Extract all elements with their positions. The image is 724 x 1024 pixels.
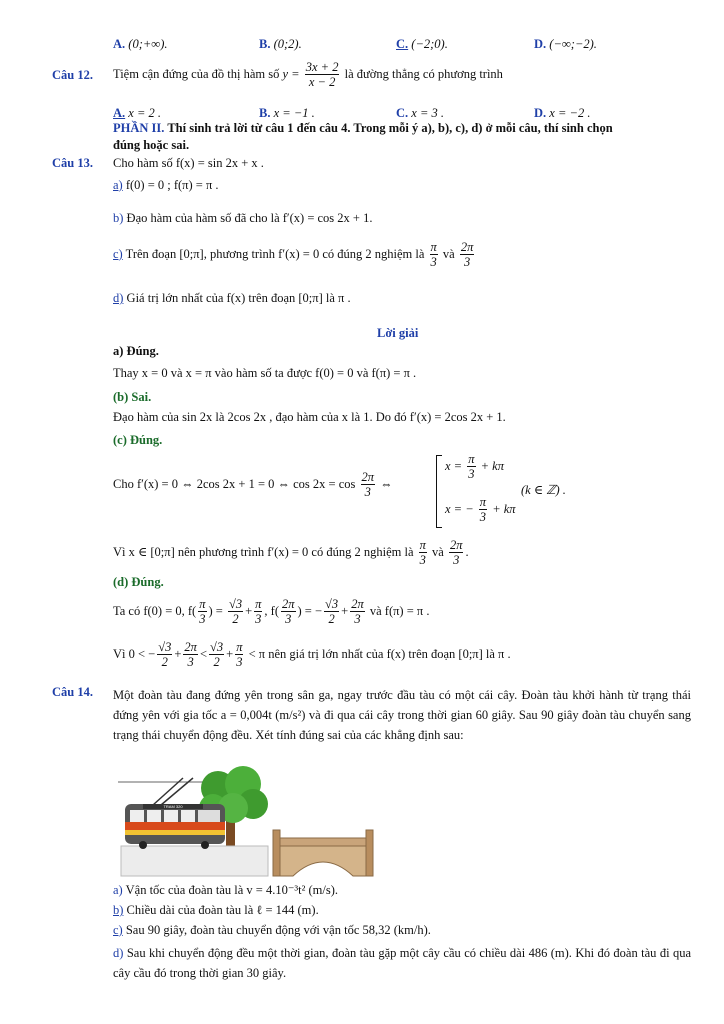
case-bracket-bottom (436, 527, 442, 528)
tram-wheel (201, 841, 209, 849)
q14-paragraph: Một đoàn tàu đang đứng yên trong sân ga, ngay trước đầu tàu có một cái cây. Đoàn tàu khởi hành từ trạng thái đứng yên với gia tốc a = 0,004t (m/s²) và đi qua cái cây trong thời gian 60 giây. Sau 90 giây đoàn tàu chuyển sang trạng thái chuyển động đều. Xét tính đúng sai của các khẳng định sau: (113, 688, 691, 742)
sol-b-head: (b) Sai. (113, 390, 152, 404)
tram-sign: TRAM 320 (163, 804, 183, 809)
tree-trunk (226, 820, 235, 846)
sol-b-text: Đạo hàm của sin 2x là 2cos 2x , đạo hàm của x là 1. Do đó f′(x) = 2cos 2x + 1. (113, 410, 506, 424)
solution-title: Lời giải (377, 326, 419, 340)
q11-option-b: B. (0;2). (259, 37, 302, 51)
q12-option-b: B. x = −1 . (259, 106, 315, 120)
bridge-arch (280, 846, 366, 876)
bridge-deck (273, 838, 373, 846)
tram-stripe-yellow (125, 830, 225, 835)
q13-intro: Cho hàm số f(x) = sin 2x + x . (113, 156, 264, 170)
q14-b: b) Chiều dài của đoàn tàu là ℓ = 144 (m). (113, 903, 319, 917)
tram-window (198, 810, 220, 822)
q12-stem: Tiệm cận đứng của đồ thị hàm số y = $\frac{3x + 2}{x - 2}$ là đường thẳng có phương trình (113, 60, 503, 90)
q14-c: c) Sau 90 giây, đoàn tàu chuyển động với vận tốc 58,32 (km/h). (113, 923, 431, 937)
case-bracket (436, 455, 439, 527)
platform (121, 846, 268, 876)
q12-option-a: A. x = 2 . (113, 106, 162, 120)
q11-option-d: D. (−∞;−2). (534, 37, 597, 51)
sol-c-conclusion: Vì x ∈ [0;π] nên phương trình f′(x) = 0 có đúng 2 nghiệm là $\frac{\pi}{3}$ và $\frac{2\pi}{3}$ . (113, 538, 469, 568)
q13-c: c) Trên đoạn [0;π], phương trình f′(x) = 0 có đúng 2 nghiệm là $\frac{\pi}{3}$ và $\frac{2\pi}{3}$ (113, 240, 474, 270)
tram-wheel (139, 841, 147, 849)
part2-heading: PHẦN II. Thí sinh trả lời từ câu 1 đến câu 4. Trong mỗi ý a), b), c), d) ở mỗi câu, thí sinh chọn (113, 121, 613, 135)
q12-option-c: C. x = 3 . (396, 106, 445, 120)
sol-a-text: Thay x = 0 và x = π vào hàm số ta được f(0) = 0 và f(π) = π . (113, 366, 417, 380)
q14-d: d) Sau khi chuyển động đều một thời gian, đoàn tàu gặp một cây cầu có chiều dài 486 (m). Khi đó đoàn tàu đi qua cây cầu đó trong thời gian 30 giây. (113, 946, 692, 980)
tram-window (181, 810, 195, 822)
tram-window (130, 810, 144, 822)
sol-c-equation: Cho f′(x) = 0 ⇔ 2cos 2x + 1 = 0 ⇔ cos 2x = cos $\frac{2\pi}{3}$ ⇔ (113, 470, 393, 500)
tram-tree-bridge-illustration (113, 760, 383, 880)
sol-d-values: Ta có f(0) = 0, f( $\frac{\pi}{3}$ ) = $\frac{√3}{2}$ + $\frac{\pi}{3}$ , f( $\frac{2\pi}{3}$ ) = − $\frac{√3}{2}$ + $\frac{2\pi}{3}$ và f(π) = π . (113, 597, 430, 627)
q13-d: d) Giá trị lớn nhất của f(x) trên đoạn [0;π] là π . (113, 291, 351, 305)
sol-d-head: (d) Đúng. (113, 575, 164, 589)
tram-window (164, 810, 178, 822)
q14-a: a) Vận tốc của đoàn tàu là v = 4.10⁻³t² (m/s). (113, 883, 339, 897)
q13-b: b) Đạo hàm của hàm số đã cho là f′(x) = cos 2x + 1. (113, 211, 373, 225)
q13-a: a) f(0) = 0 ; f(π) = π . (113, 178, 219, 192)
case-1: x = $\frac{\pi}{3}$ + kπ (445, 452, 504, 482)
sol-d-conclusion: Vì 0 < − $\frac{√3}{2}$ + $\frac{2\pi}{3}$ < $\frac{√3}{2}$ + $\frac{\pi}{3}$ < π nên giá trị lớn nhất của f(x) trên đoạn [0;π] là π . (113, 640, 511, 670)
q14-label: Câu 14. (52, 685, 93, 699)
case-bracket-top (436, 455, 442, 456)
k-condition: (k ∈ ℤ) . (521, 483, 566, 497)
bridge-pillar (366, 830, 373, 876)
q12-label: Câu 12. (52, 68, 93, 82)
case-2: x = − $\frac{\pi}{3}$ + kπ (445, 495, 516, 525)
bridge-pillar (273, 830, 280, 876)
q11-option-c: C. (−2;0). (396, 37, 448, 51)
q11-option-a: A. (0;+∞). (113, 37, 168, 51)
q12-option-d: D. x = −2 . (534, 106, 591, 120)
sol-c-head: (c) Đúng. (113, 433, 163, 447)
q13-label: Câu 13. (52, 156, 93, 170)
part2-heading-cont: đúng hoặc sai. (113, 138, 190, 152)
tram-window (147, 810, 161, 822)
sol-a-head: a) Đúng. (113, 344, 159, 358)
